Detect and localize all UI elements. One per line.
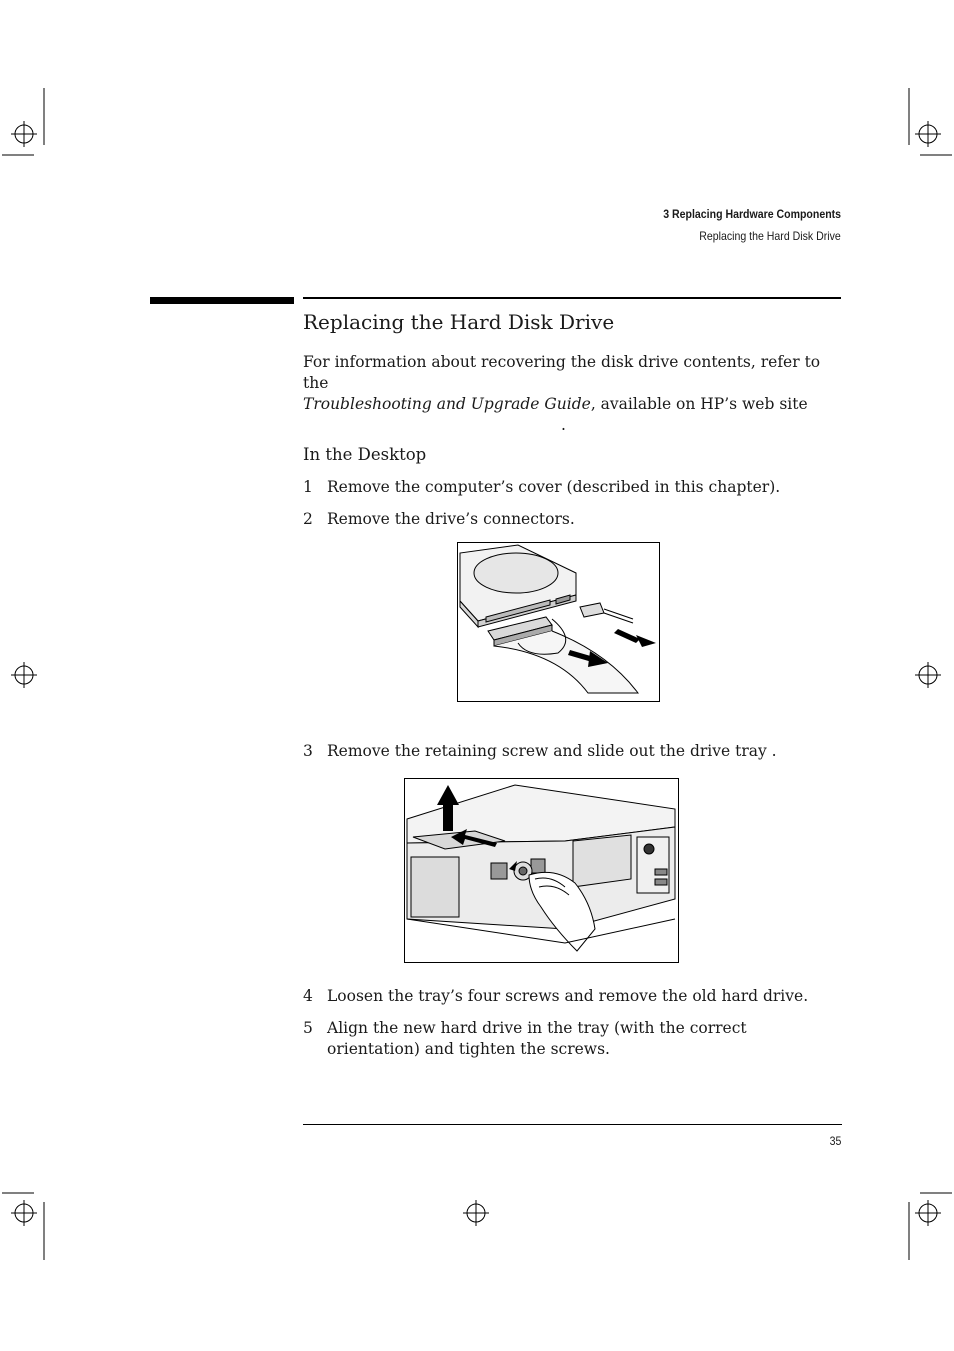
step-number: 3: [303, 742, 313, 760]
footer-rule: [303, 1124, 842, 1125]
page-title: Replacing the Hard Disk Drive: [303, 310, 615, 334]
intro-paragraph: [303, 352, 843, 436]
step-number: 1: [303, 478, 313, 496]
intro-line-3: .: [561, 416, 566, 434]
section-rule: [303, 297, 841, 299]
subheading: In the Desktop: [303, 445, 427, 464]
intro-line-2: [303, 394, 843, 415]
step-text: Remove the retaining screw and slide out the drive tray .: [327, 742, 777, 760]
step-text: Loosen the tray’s four screws and remove the old hard drive.: [327, 987, 809, 1005]
step-number: 2: [303, 510, 313, 528]
figure-drive-tray: [404, 778, 679, 963]
drive-tray-illustration: [405, 779, 677, 961]
intro-line-1: For information about recovering the disk drive contents, refer to the: [303, 353, 821, 392]
drive-connectors-illustration: [458, 543, 658, 700]
step-number: 5: [303, 1019, 313, 1037]
running-header-chapter: 3 Replacing Hardware Components: [663, 207, 841, 221]
section-rule-thick: [150, 297, 294, 304]
intro-line-2-rest: , available on HP’s web site: [590, 395, 808, 413]
step-number: 4: [303, 987, 313, 1005]
figure-drive-connectors: [457, 542, 660, 702]
guide-title: Troubleshooting and Upgrade Guide: [303, 395, 591, 413]
step-text: Remove the drive’s connectors.: [327, 510, 575, 528]
page-number: 35: [829, 1134, 841, 1148]
step-text: Remove the computer’s cover (described in this chapter).: [327, 478, 781, 496]
running-header-section: Replacing the Hard Disk Drive: [699, 229, 841, 243]
step-text: Align the new hard drive in the tray (with the correct orientation) and tighten the screws.: [327, 1019, 747, 1058]
